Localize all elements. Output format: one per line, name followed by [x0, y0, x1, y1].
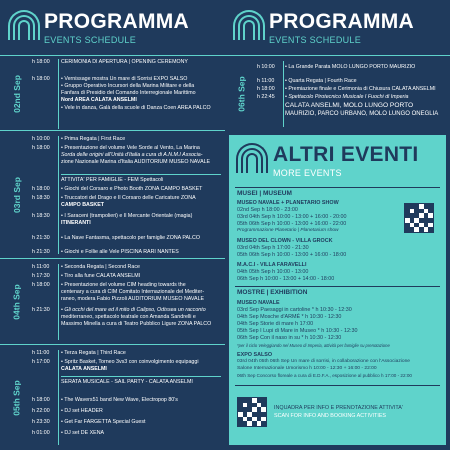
event-line: Fanfara di Presidio del Comando Interregionale Marittimo — [61, 90, 196, 96]
page-subtitle: EVENTS SCHEDULE — [269, 35, 362, 45]
schedule-line: 03rd Sep Paesaggi in cartoline * h 10:30 - 12:30 — [237, 307, 352, 313]
schedule-note: Programmazione Planetario | Planetarium show — [237, 228, 339, 233]
time-item: h 11:00 — [32, 350, 50, 356]
time-item: h 22:00 — [32, 408, 50, 414]
event-line: • Quarta Regata | Fourth Race — [285, 78, 357, 84]
time-item: h 22:45 — [257, 94, 275, 100]
day-block-06-sep — [225, 55, 450, 130]
time-item: h 11:00 — [32, 264, 50, 270]
schedule-line: 06th Sep Concorso floreale a cura di E.D.F.A., esposizione al pubblico h 17:00 - 22:00 — [237, 373, 412, 378]
panel-subtitle: MORE EVENTS — [273, 168, 342, 178]
time-column — [32, 59, 58, 129]
event-line: • Giochi del Corsaro e Photo Booth ZONA CAMPO BASKET — [61, 186, 203, 192]
day-block-03-sep — [0, 130, 225, 258]
venue-title: EXPO SALSO — [237, 352, 273, 358]
schedule-line: 06th Sep h 10:00 - 13:00 + 14:00 - 18:00 — [237, 276, 335, 282]
schedule-line: 04th 05th Sep h 10:00 - 13:00 — [237, 269, 309, 275]
schedule-line: 05th Sep I Lupi di Mare in Museo * h 10:30 - 12:30 — [237, 328, 358, 334]
event-list — [61, 59, 221, 129]
panel-title: ALTRI EVENTI — [273, 143, 419, 166]
event-line: raneo, modera Fabio Pizzoli AUDITORIUM MUSEO NAVALE — [61, 296, 205, 302]
time-item: h 18:00 — [257, 86, 275, 92]
venue-title: M.A.C.I - VILLA FARAVELLI — [237, 262, 307, 268]
event-line: • The Wavers51 band New Wave, Electropop 80's — [61, 397, 178, 403]
event-line: • Prima Regata | First Race — [61, 136, 126, 142]
event-line: • DJ set DE XENA — [61, 430, 105, 436]
footer-cta: INQUADRA PER INFO E PRENOTAZIONE ATTIVITA' — [274, 405, 403, 411]
logo-icon — [236, 143, 268, 173]
event-section-header: ATTIVITA' PER FAMIGLIE - FEM Spettacoli — [61, 174, 221, 184]
event-line: centenary a cura di CIM Comitato Internazionale del Mediter- — [61, 289, 205, 295]
event-line: • La Grande Parata MOLO LUNGO PORTO MAURIZIO — [285, 64, 416, 70]
time-item: h 18:30 — [32, 195, 50, 201]
event-line: • Presentazione del volume CIM heading towards the — [61, 282, 186, 288]
schedule-line: 03rd 04th 05th 06th Sep Un mare di sorrisi, in collaborazione con l'Associazione — [237, 359, 411, 364]
event-line: • Seconda Regata | Second Race — [61, 264, 140, 270]
section-header-exhibition: MOSTRE | EXHIBITION — [237, 289, 308, 296]
time-item: h 01:00 — [32, 430, 50, 436]
schedule-line: 02nd Sep h 18:00 - 23:00 — [237, 207, 298, 213]
event-line: • Presentazione del volume Vele Sorde al Vento, La Marina — [61, 145, 200, 151]
event-line: • Terza Regata | Third Race — [61, 350, 126, 356]
day-label: 02nd Sep — [12, 74, 23, 113]
schedule-line: 03rd 04th Sep h 10:00 - 13:00 + 16:00 - 20:00 — [237, 214, 347, 220]
event-line: MAURIZIO, PARCO URBANO, MOLO LUNGO ONEGLIA — [285, 111, 439, 117]
day-label: 04th Sep — [12, 284, 22, 320]
event-line: • I Saraceni (trampolieri) e Il Mercante Orientale (magia) — [61, 213, 193, 219]
event-line: CALATA ANSELMI, MOLO LUNGO PORTO — [285, 102, 414, 109]
event-line: CALATA ANSELMI — [61, 366, 107, 372]
event-line: Nord AREA CALATA ANSELMI — [61, 97, 137, 103]
schedule-line: 03rd 04th Sep h 17:00 - 21:30 — [237, 245, 309, 251]
time-item: h 10:00 — [32, 136, 50, 142]
schedule-note: *per il ciclo Veleggiando nel Museo di Imperia, attività per famiglie su prenotazione — [237, 343, 390, 348]
time-item: h 17:00 — [32, 359, 50, 365]
schedule-line: 04th Sep Storie di mare h 17:00 — [237, 321, 314, 327]
time-item: h 18:00 — [32, 59, 50, 65]
time-item: h 10:00 — [257, 64, 275, 70]
time-item: h 18:00 — [32, 397, 50, 403]
event-line: • Vele in danza, Galà della scuole di Danza Coen AREA PALCO — [61, 105, 211, 111]
section-header-museum: MUSEI | MUSEUM — [237, 190, 292, 197]
event-line: • Premiazione finale e Cerimonia di Chiusura CALATA ANSELMI — [285, 86, 436, 92]
venue-title: MUSEO DEL CLOWN - VILLA GROCK — [237, 238, 333, 244]
day-block-04-sep — [0, 258, 225, 344]
schedule-line: Salone Internazionale Umorismo h 10:00 - 12:30 + 16:00 - 22:00 — [237, 366, 377, 371]
event-line: • Tiro alla fune CALATA ANSELMI — [61, 273, 141, 279]
day-label: 05th Sep — [12, 380, 22, 416]
event-line: • Truccatori del Drago e Il Corsaro delle Caricature ZONA — [61, 195, 196, 201]
event-line: • Get Far FARGETTA Special Guest — [61, 419, 146, 425]
time-item: h 18:00 — [32, 145, 50, 151]
schedule-line: 06th Sep Con il naso in su * h 10:30 - 12:30 — [237, 335, 342, 341]
event-line: • Giochi e Follie alle Vele PISCINA RARI NANTES — [61, 249, 179, 255]
event-line: Massimo Minella a cura di Teatro Pubblico Ligure ZONA PALCO — [61, 321, 212, 327]
time-item: h 11:00 — [257, 78, 275, 84]
schedule-line: 05th 06th Sep h 10:00 - 13:00 + 16:00 - 22:00 — [237, 221, 347, 227]
venue-title: MUSEO NAVALE — [237, 300, 280, 306]
page-title: PROGRAMMA — [269, 10, 415, 33]
event-line: • La Nave Fantasma, spettacolo per famiglie ZONA PALCO — [61, 235, 200, 241]
time-item: h 18:00 — [32, 186, 50, 192]
time-item: h 18:00 — [32, 282, 50, 288]
event-line: mediterraneo, spettacolo teatrale con Amanda Sandrelli e — [61, 314, 196, 320]
day-label: 03rd Sep — [12, 177, 22, 213]
time-item: h 23:30 — [32, 419, 50, 425]
event-line: CERIMONIA DI APERTURA | OPENING CEREMONY — [61, 59, 188, 65]
event-line: • Spritz Basket, Torneo 3vs3 con coinvolgimento equipaggi — [61, 359, 199, 365]
schedule-line: 04th Sep Mosche d'ARMÉ * h 10:30 - 12:30 — [237, 314, 342, 320]
time-item: h 21:30 — [32, 235, 50, 241]
time-item: h 21:30 — [32, 249, 50, 255]
day-block-02-sep — [0, 55, 225, 130]
time-item: h 18:00 — [32, 76, 50, 82]
event-line: ITINERANTI — [61, 220, 91, 226]
event-line: CAMPO BASKET — [61, 202, 104, 208]
event-line: zione Nazionale Marina d'Italia AUDITORIUM MUSEO NAVALE — [61, 159, 211, 165]
more-events-panel — [229, 135, 446, 445]
schedule-line: 05th 06th Sep h 10:00 - 13:00 + 16:00 - 18:00 — [237, 252, 347, 258]
qr-code-icon[interactable] — [237, 397, 267, 427]
event-line: • DJ set HEADER — [61, 408, 103, 414]
day-label: 06th Sep — [237, 75, 247, 112]
event-line: Sorda delle origini all'Unità d'Italia a cura di A.N.M.I Associa- — [61, 152, 203, 158]
footer-cta-en: SCAN FOR INFO AND BOOKING ACTIVITIES — [274, 413, 387, 419]
time-item: h 21:30 — [32, 307, 50, 313]
event-line: • Gruppo Operativo Incursori della Marina Militare e della — [61, 83, 195, 89]
event-line: • Spettacolo Pirotecnico Musicale I Fuochi di Imperia — [285, 94, 409, 100]
time-item: h 17:30 — [32, 273, 50, 279]
event-line: • Gli occhi del mare ed il mito di Calipso, Odissea un racconto — [61, 307, 206, 313]
qr-code-icon[interactable] — [404, 203, 434, 233]
event-section-header: SERATA MUSICALE - SAIL PARTY - CALATA ANSELMI — [61, 376, 221, 386]
venue-title: MUSEO NAVALE + PLANETARIO SHOW — [237, 200, 339, 206]
logo-icon — [233, 10, 265, 40]
page-subtitle: EVENTS SCHEDULE — [44, 35, 137, 45]
event-line: • Vernissage mostra Un mare di Sorrisi EXPO SALSO — [61, 76, 188, 82]
logo-icon — [8, 10, 40, 40]
time-item: h 18:30 — [32, 213, 50, 219]
day-block-05-sep — [0, 344, 225, 450]
page-title: PROGRAMMA — [44, 10, 190, 33]
